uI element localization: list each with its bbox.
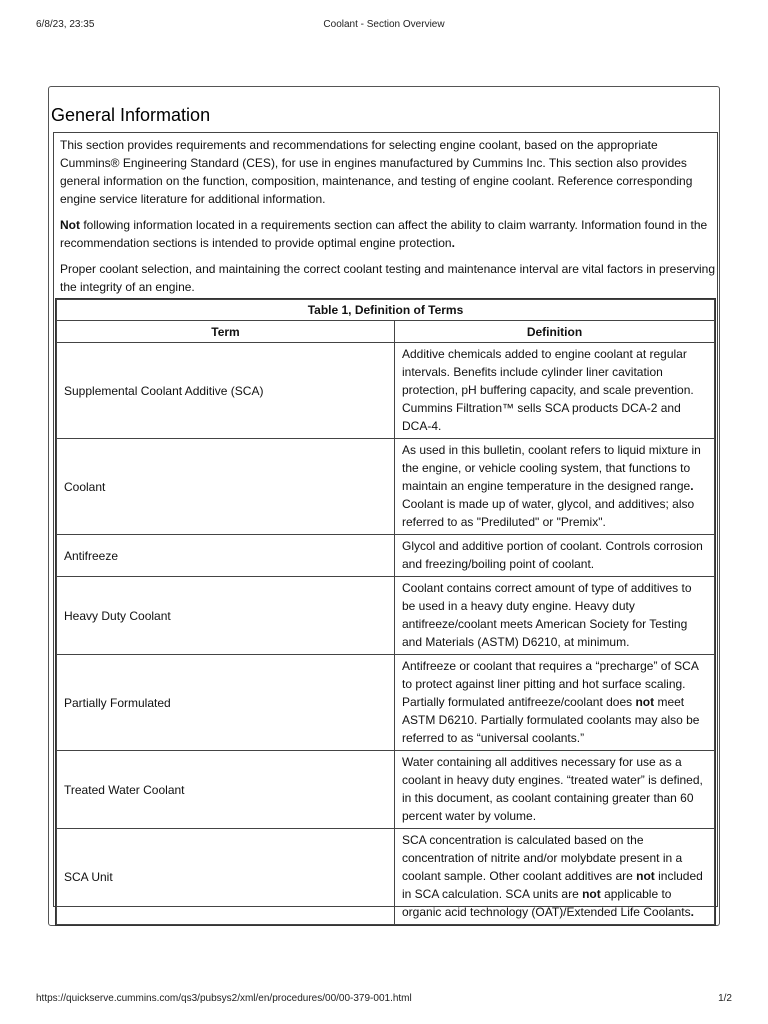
print-header	[36, 19, 732, 33]
definition-cell	[395, 655, 715, 751]
term-cell: Antifreeze	[57, 535, 395, 577]
print-datetime: 6/8/23, 23:35	[36, 19, 95, 30]
definition-of-terms-table	[56, 299, 715, 925]
print-page-title: Coolant - Section Overview	[323, 19, 445, 30]
section-content	[53, 132, 718, 919]
table-caption: Table 1, Definition of Terms	[57, 300, 715, 321]
text-run: following information located in a requirements section can affect the ability to claim warranty. Information found in the recommendation sections is intended to provide optimal engine protection	[60, 218, 708, 250]
term-column-header: Term	[57, 321, 395, 343]
bold-text: .	[451, 236, 455, 250]
text-run: meet ASTM D6210. Partially formulated coolants may also be referred to as “universal coolants.”	[402, 695, 700, 745]
text-run: applicable to organic acid technology (OAT)/Extended Life Coolants	[402, 887, 691, 919]
text-run: Water containing all additives necessary for use as a coolant in heavy duty engines. “treated water” is defined, in this document, as coolant containing greater than 60 percent water by volume.	[402, 755, 703, 823]
table-row	[57, 655, 715, 751]
section-title: General Information	[51, 105, 211, 125]
term-cell: Coolant	[57, 439, 395, 535]
text-run: SCA concentration is calculated based on the concentration of nitrite and/or molybdate present in a coolant sample. Other coolant additives are	[402, 833, 683, 883]
table-row	[57, 577, 715, 655]
bold-text: .	[690, 905, 694, 919]
bold-text: not	[636, 869, 655, 883]
bold-text: Not	[60, 218, 80, 232]
text-run: Coolant contains correct amount of type of additives to be used in a heavy duty engine. Heavy duty antifreeze/coolant meets American Society for Testing and Materials (ASTM) D6210, at minimum.	[402, 581, 692, 649]
selection-paragraph	[60, 260, 717, 296]
text-run: Proper coolant selection, and maintaining the correct coolant testing and maintenance interval are vital factors in preserving the integrity of an engine.	[60, 262, 716, 294]
term-cell: SCA Unit	[57, 829, 395, 925]
definition-cell	[395, 829, 715, 925]
table-row	[57, 439, 715, 535]
text-run: Antifreeze or coolant that requires a “precharge” of SCA to protect against liner pitting and hot surface scaling. Partially formulated antifreeze/coolant does	[402, 659, 699, 709]
definition-table-wrapper	[55, 298, 716, 926]
definition-cell	[395, 577, 715, 655]
term-cell: Supplemental Coolant Additive (SCA)	[57, 343, 395, 439]
warranty-paragraph	[60, 216, 717, 252]
table-row	[57, 343, 715, 439]
text-run: This section provides requirements and recommendations for selecting engine coolant, based on the appropriate Cummins® Engineering Standard (CES), for use in engines manufactured by Cummins Inc. This section also provides general information on the function, composition, maintenance, and testing of engine coolant. Reference corresponding engine service literature for additional information.	[60, 138, 693, 206]
term-cell: Partially Formulated	[57, 655, 395, 751]
bold-text: not	[635, 695, 655, 709]
definition-cell	[395, 751, 715, 829]
definition-cell	[395, 535, 715, 577]
table-body	[57, 343, 715, 925]
general-information-panel	[48, 86, 720, 926]
term-cell: Heavy Duty Coolant	[57, 577, 395, 655]
table-row	[57, 829, 715, 925]
text-run: Additive chemicals added to engine coolant at regular intervals. Benefits include cylinder liner cavitation protection, pH buffering capacity, and scale prevention. Cummins Filtration™ sells SCA products DCA-2 and DCA-4.	[402, 347, 694, 433]
intro-text	[54, 133, 717, 296]
page-url: https://quickserve.cummins.com/qs3/pubsys2/xml/en/procedures/00/00-379-001.html	[36, 993, 412, 1004]
text-run: As used in this bulletin, coolant refers to liquid mixture in the engine, or vehicle cooling system, that functions to maintain an engine temperature in the designed range	[402, 443, 701, 493]
bold-text: not	[582, 887, 601, 901]
table-row	[57, 535, 715, 577]
intro-paragraph	[60, 136, 717, 208]
table-row	[57, 751, 715, 829]
definition-column-header: Definition	[395, 321, 715, 343]
print-footer	[36, 993, 732, 1007]
definition-cell	[395, 439, 715, 535]
text-run: Glycol and additive portion of coolant. Controls corrosion and freezing/boiling point of coolant.	[402, 539, 703, 571]
term-cell: Treated Water Coolant	[57, 751, 395, 829]
text-run: Coolant is made up of water, glycol, and additives; also referred to as "Prediluted" or "Premix".	[402, 497, 695, 529]
text-run: included in SCA calculation. SCA units are	[402, 869, 703, 901]
bold-text: .	[690, 479, 694, 493]
page-number: 1/2	[718, 993, 732, 1004]
definition-cell	[395, 343, 715, 439]
